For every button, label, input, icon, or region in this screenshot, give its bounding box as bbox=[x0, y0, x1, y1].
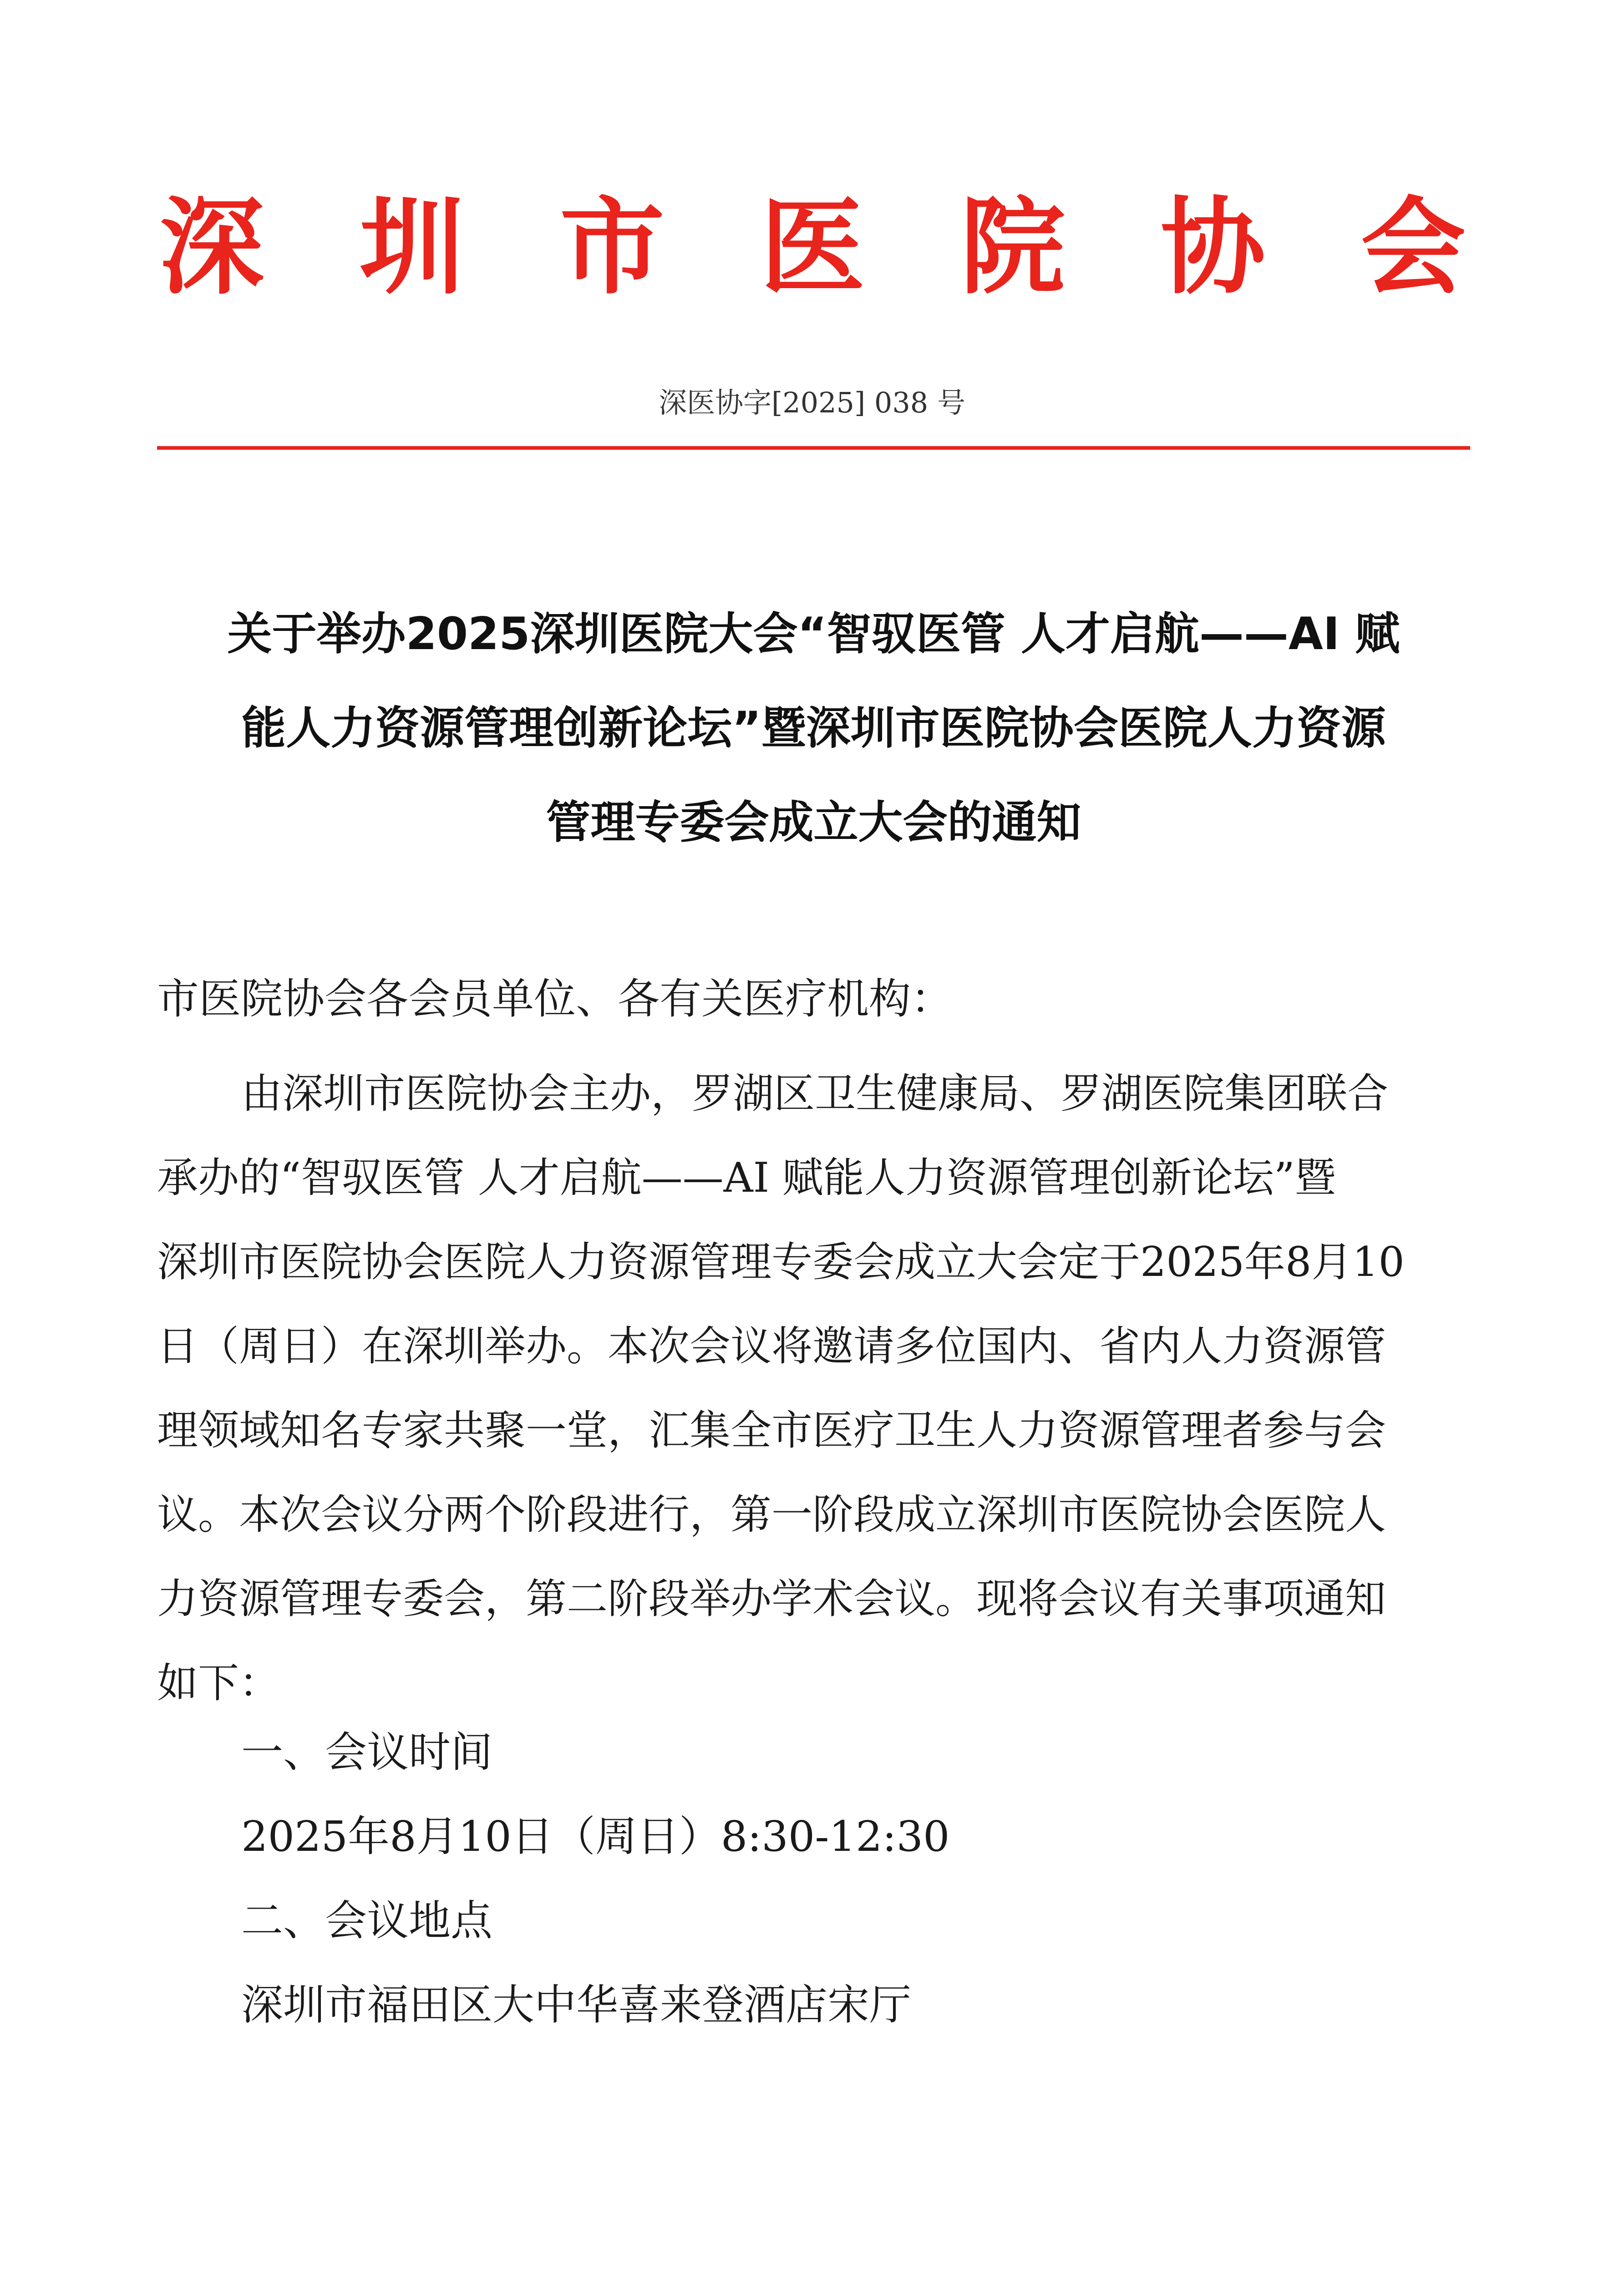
title-line: 关于举办2025深圳医院大会“智驭医管 人才启航——AI 赋 bbox=[227, 608, 1400, 660]
salutation: 市医院协会各会员单位、各有关医疗机构： bbox=[157, 975, 953, 1023]
section-heading-time: 一、会议时间 bbox=[241, 1728, 493, 1777]
body-paragraph bbox=[157, 1052, 1470, 1725]
section-content-time: 2025年8月10日（周日）8:30-12:30 bbox=[241, 1812, 950, 1861]
body-line: 日（周日）在深圳举办。本次会议将邀请多位国内、省内人力资源管 bbox=[157, 1322, 1386, 1370]
org-char: 市 bbox=[559, 187, 665, 309]
org-char: 会 bbox=[1360, 187, 1466, 309]
red-divider bbox=[157, 446, 1470, 450]
document-title bbox=[157, 587, 1470, 870]
body-line: 承办的“智驭医管 人才启航——AI 赋能人力资源管理创新论坛”暨 bbox=[157, 1154, 1336, 1202]
org-char: 圳 bbox=[359, 187, 464, 309]
body-line: 议。本次会议分两个阶段进行，第一阶段成立深圳市医院协会医院人 bbox=[157, 1491, 1386, 1539]
body-line: 力资源管理专委会，第二阶段举办学术会议。现将会议有关事项通知 bbox=[157, 1575, 1386, 1623]
org-char: 协 bbox=[1160, 187, 1265, 309]
body-line: 由深圳市医院协会主办，罗湖区卫生健康局、罗湖医院集团联合 bbox=[241, 1070, 1388, 1118]
body-line: 理领域知名专家共聚一堂，汇集全市医疗卫生人力资源管理者参与会 bbox=[157, 1407, 1386, 1454]
org-char: 深 bbox=[159, 187, 264, 309]
document-number: 深医协字[2025] 038 号 bbox=[659, 386, 965, 419]
org-char: 医 bbox=[760, 187, 865, 309]
organization-header bbox=[159, 180, 1466, 316]
org-char: 院 bbox=[960, 187, 1065, 309]
title-line: 管理专委会成立大会的通知 bbox=[546, 797, 1081, 848]
body-line: 如下： bbox=[157, 1659, 280, 1707]
title-line: 能人力资源管理创新论坛”暨深圳市医院协会医院人力资源 bbox=[241, 702, 1386, 754]
section-heading-venue: 二、会议地点 bbox=[241, 1896, 493, 1945]
section-content-venue: 深圳市福田区大中华喜来登酒店宋厅 bbox=[241, 1981, 912, 2029]
body-line: 深圳市医院协会医院人力资源管理专委会成立大会定于2025年8月10 bbox=[157, 1238, 1405, 1286]
